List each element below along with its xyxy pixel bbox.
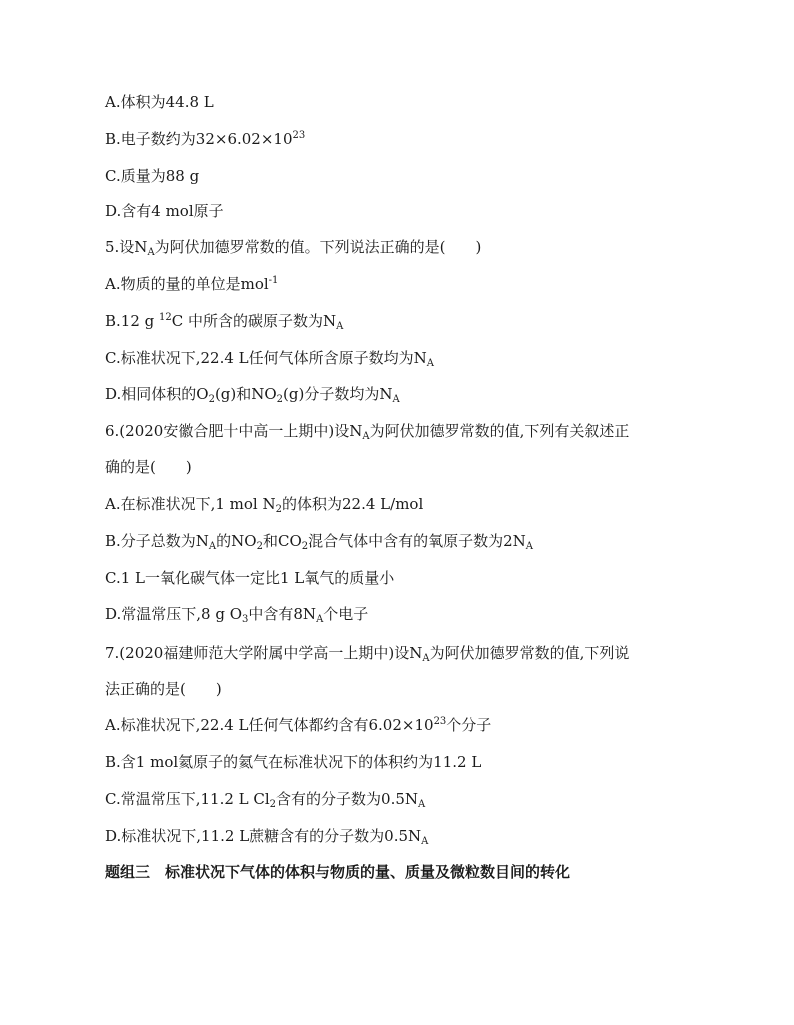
text-segment: C 中所含的碳原子数为N bbox=[171, 312, 337, 330]
subscript: 2 bbox=[208, 394, 215, 405]
subscript: A bbox=[392, 394, 400, 405]
subscript: 2 bbox=[301, 541, 309, 552]
text-line bbox=[105, 679, 222, 699]
subscript: 2 bbox=[256, 541, 263, 552]
text-segment: C.标准状况下,22.4 L任何气体所含原子数均为N bbox=[105, 349, 427, 367]
subscript: A bbox=[336, 321, 344, 332]
subscript: A bbox=[426, 358, 434, 369]
text-segment: 含有的分子数为0.5N bbox=[276, 790, 419, 808]
text-segment: B.含1 mol氦原子的氦气在标准状况下的体积约为11.2 L bbox=[105, 753, 482, 771]
text-segment: 7.(2020福建师范大学附属中学高一上期中)设N bbox=[105, 644, 423, 662]
text-segment: 的体积为22.4 L/mol bbox=[282, 495, 424, 513]
text-line bbox=[105, 752, 481, 772]
text-line bbox=[105, 274, 278, 294]
text-segment: 为阿伏加德罗常数的值,下列有关叙述正 bbox=[369, 422, 630, 440]
text-segment: 的NO bbox=[216, 532, 257, 550]
text-line bbox=[105, 384, 400, 404]
text-segment: C.质量为88 g bbox=[105, 167, 200, 185]
text-segment: C.1 L一氧化碳气体一定比1 L氧气的质量小 bbox=[105, 569, 395, 587]
text-line bbox=[105, 457, 192, 477]
section-heading bbox=[105, 862, 570, 882]
text-segment: 法正确的是( ) bbox=[105, 680, 222, 698]
text-segment: 确的是( ) bbox=[105, 458, 192, 476]
text-line bbox=[105, 789, 425, 809]
text-segment: A.物质的量的单位是mol bbox=[105, 275, 269, 293]
subscript: 3 bbox=[242, 614, 249, 625]
text-segment: D.含有4 mol原子 bbox=[105, 202, 224, 220]
subscript: A bbox=[147, 247, 155, 258]
text-line bbox=[105, 568, 394, 588]
text-segment: D.标准状况下,11.2 L蔗糖含有的分子数为0.5N bbox=[105, 827, 422, 845]
text-segment: D.常温常压下,8 g O bbox=[105, 605, 243, 623]
text-line bbox=[105, 421, 629, 441]
subscript: A bbox=[316, 614, 324, 625]
superscript: 12 bbox=[159, 312, 172, 323]
text-segment: 为阿伏加德罗常数的值,下列说 bbox=[429, 644, 630, 662]
text-segment: 混合气体中含有的氧原子数为2N bbox=[308, 532, 526, 550]
text-line bbox=[105, 129, 305, 149]
subscript: A bbox=[208, 541, 217, 552]
superscript: 23 bbox=[292, 130, 306, 141]
text-line bbox=[105, 201, 224, 221]
text-segment: 中含有8N bbox=[248, 605, 317, 623]
text-line bbox=[105, 237, 481, 257]
text-segment: A.标准状况下,22.4 L任何气体都约含有6.02×10 bbox=[105, 716, 434, 734]
text-segment: C.常温常压下,11.2 L Cl bbox=[105, 790, 270, 808]
subscript: A bbox=[422, 653, 430, 664]
text-segment: D.相同体积的O bbox=[105, 385, 209, 403]
text-line bbox=[105, 348, 434, 368]
text-segment: B.电子数约为32×6.02×10 bbox=[105, 130, 293, 148]
text-line bbox=[105, 604, 368, 624]
text-segment: 和CO bbox=[262, 532, 302, 550]
subscript: A bbox=[421, 836, 429, 847]
text-segment: 题组三 标准状况下气体的体积与物质的量、质量及微粒数目间的转化 bbox=[105, 863, 571, 881]
superscript: 23 bbox=[433, 716, 447, 727]
text-line bbox=[105, 531, 533, 551]
text-segment: (g)和NO bbox=[214, 385, 277, 403]
text-line bbox=[105, 715, 491, 735]
text-line bbox=[105, 494, 423, 514]
text-line bbox=[105, 166, 199, 186]
text-segment: 6.(2020安徽合肥十中高一上期中)设N bbox=[105, 422, 363, 440]
text-line bbox=[105, 92, 214, 112]
text-segment: 个分子 bbox=[446, 716, 492, 734]
subscript: 2 bbox=[276, 394, 284, 405]
text-segment: B.12 g bbox=[105, 312, 160, 330]
text-segment: 为阿伏加德罗常数的值。下列说法正确的是( ) bbox=[154, 238, 482, 256]
text-line bbox=[105, 826, 428, 846]
text-segment: A.体积为44.8 L bbox=[105, 93, 214, 111]
superscript: -1 bbox=[268, 275, 279, 286]
subscript: A bbox=[418, 799, 426, 810]
subscript: 2 bbox=[269, 799, 277, 810]
text-segment: (g)分子数均为N bbox=[283, 385, 393, 403]
subscript: A bbox=[362, 431, 370, 442]
text-line bbox=[105, 643, 629, 663]
subscript: 2 bbox=[275, 504, 283, 515]
text-line bbox=[105, 311, 343, 331]
text-segment: A.在标准状况下,1 mol N bbox=[105, 495, 276, 513]
text-segment: B.分子总数为N bbox=[105, 532, 209, 550]
subscript: A bbox=[525, 541, 534, 552]
text-segment: 5.设N bbox=[105, 238, 148, 256]
text-segment: 个电子 bbox=[323, 605, 369, 623]
